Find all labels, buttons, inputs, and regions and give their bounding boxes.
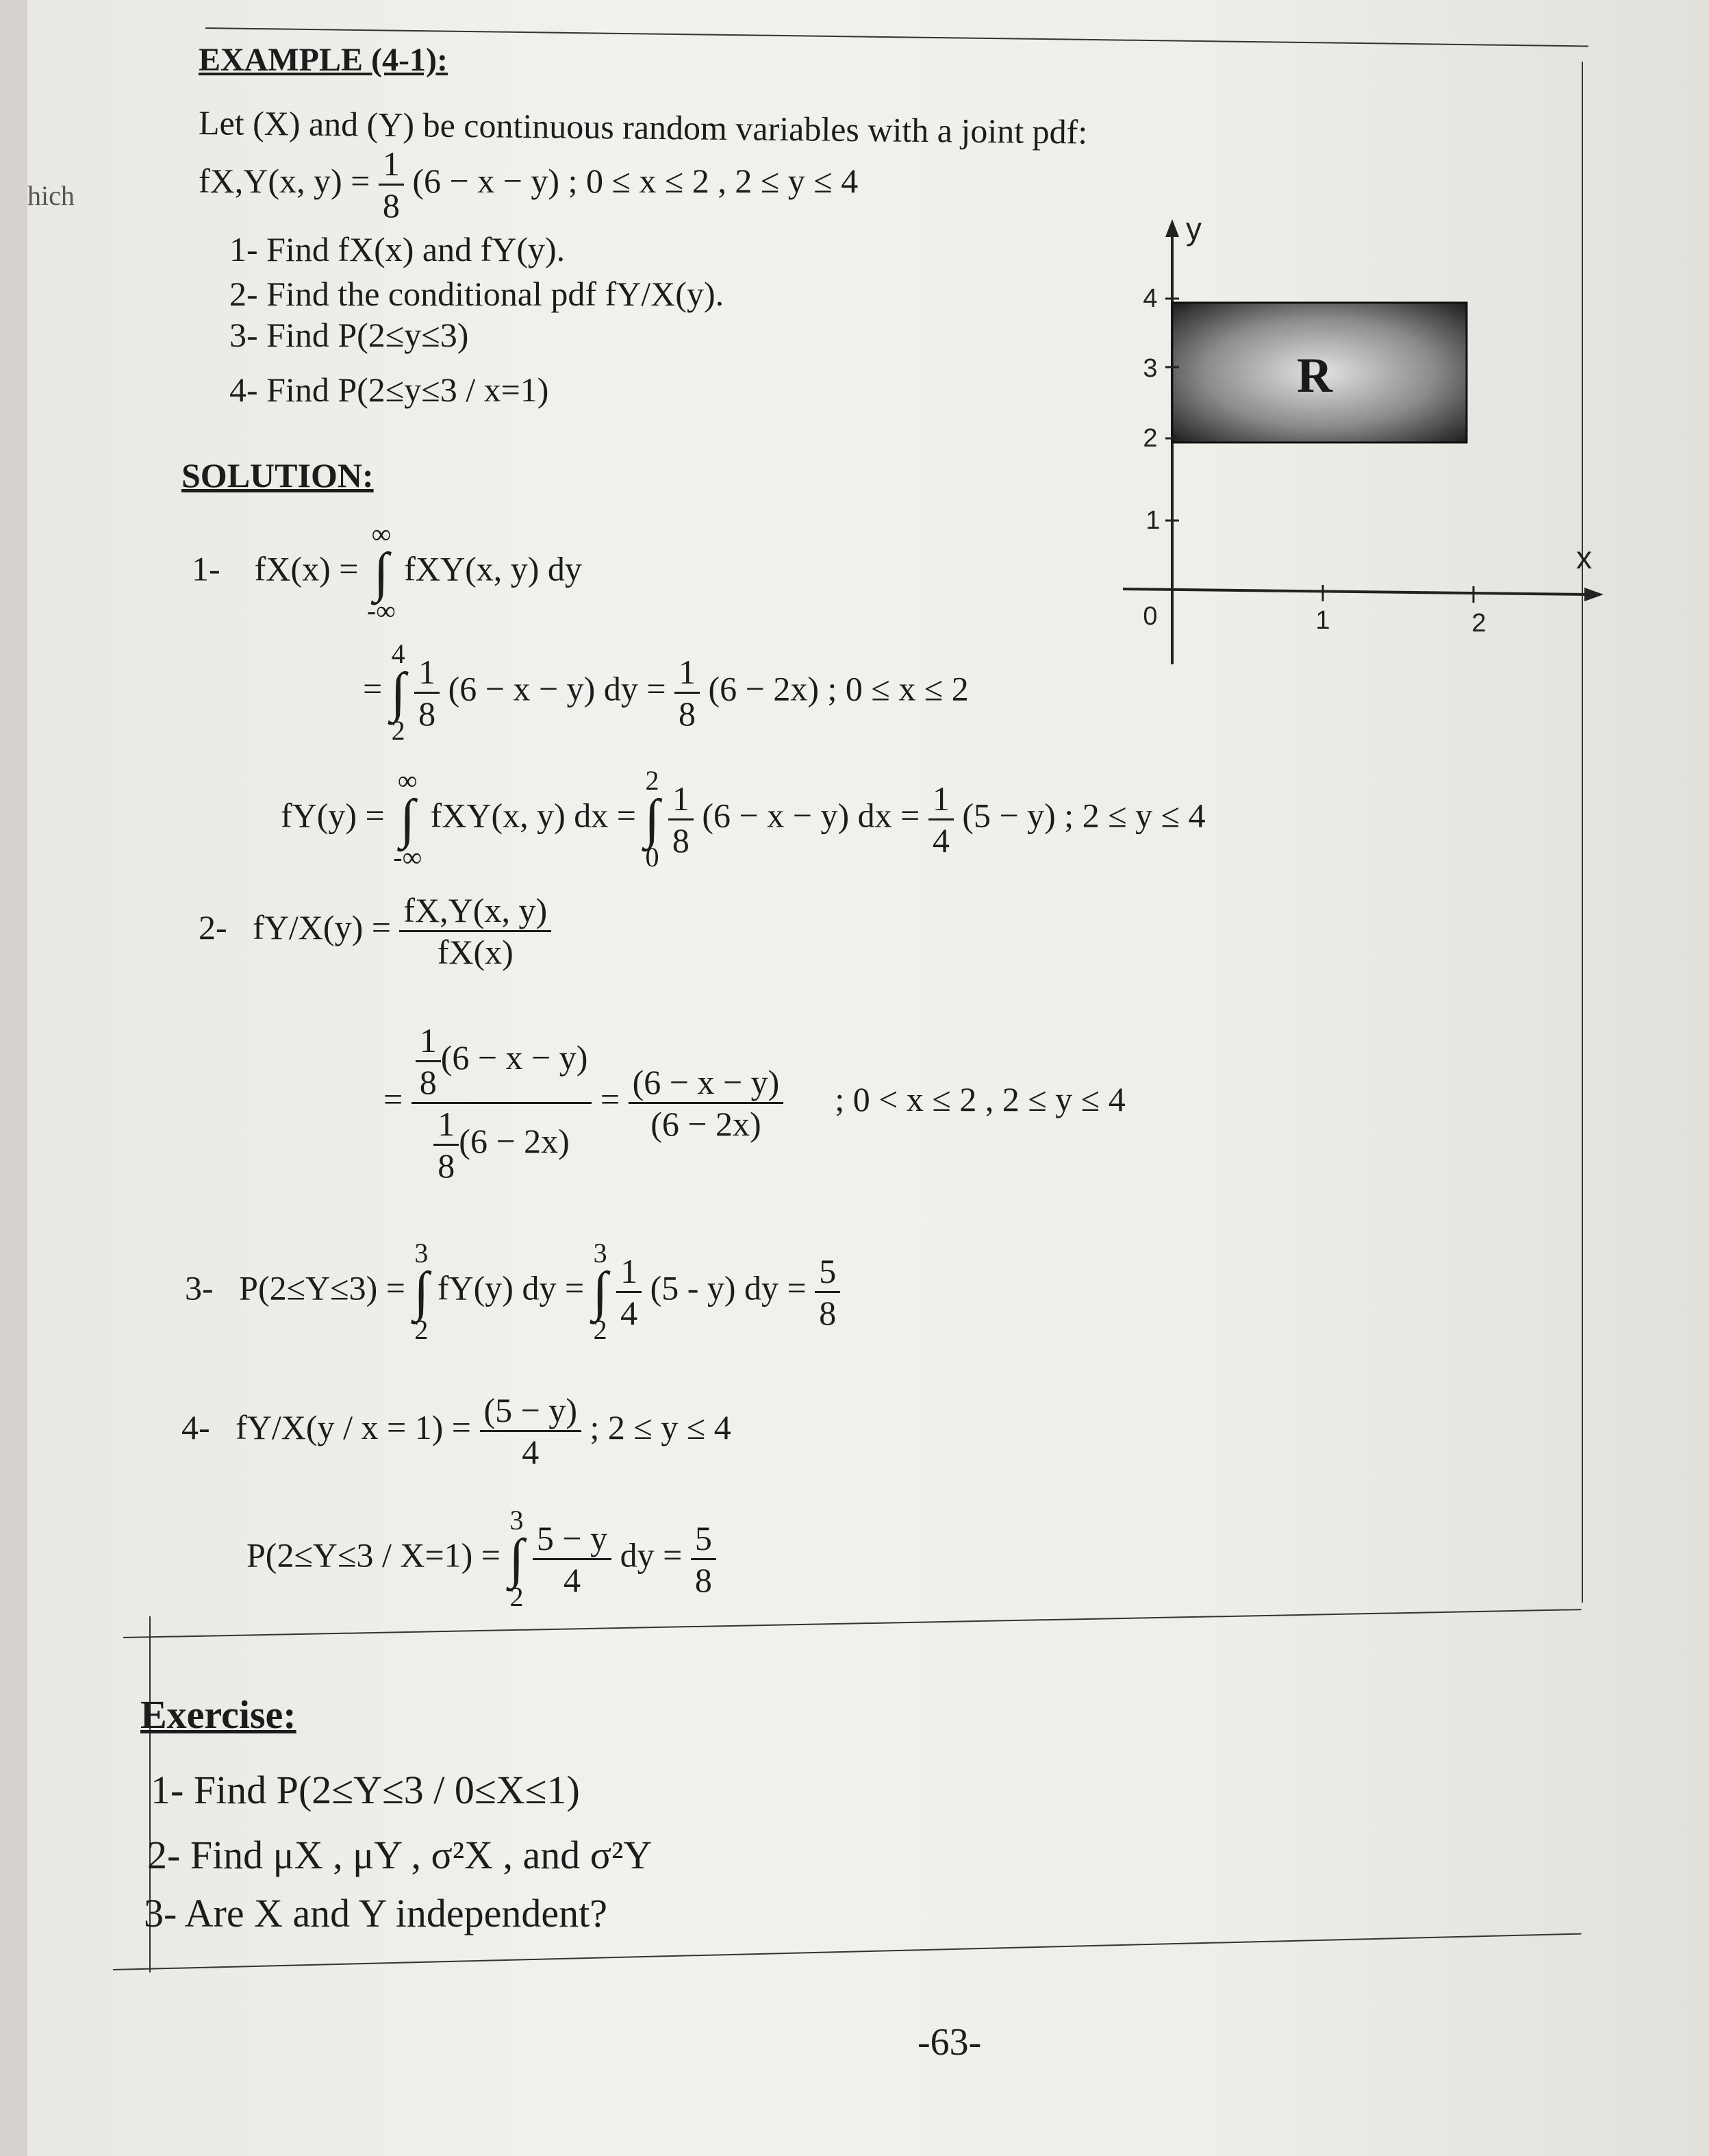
fraction xyxy=(629,1062,784,1144)
integral-upper: 2 xyxy=(645,765,659,796)
fraction-denominator: 8 xyxy=(668,818,694,860)
adjacent-page-text: hich xyxy=(27,180,75,211)
result: (5 − y) ; 2 ≤ y ≤ 4 xyxy=(962,796,1206,835)
differential: dy = xyxy=(620,1535,683,1575)
fraction-numerator: 5 − y xyxy=(536,1518,608,1557)
step-4-conditional xyxy=(181,1390,731,1472)
fraction-denominator: 8 xyxy=(416,1060,441,1102)
fraction-numerator: 5 xyxy=(694,1518,712,1557)
region-diagram xyxy=(1082,205,1616,671)
step-1-fy xyxy=(281,767,1206,871)
fx-lhs: fX(x) = xyxy=(254,549,359,588)
fraction-denominator: 8 xyxy=(691,1558,716,1600)
compound-fraction xyxy=(412,1020,592,1186)
step-4-probability xyxy=(246,1507,716,1611)
bottom-rule xyxy=(113,1933,1581,1970)
fraction-numerator: (6 − x − y) xyxy=(632,1063,780,1101)
exercise-item-1: 1- Find P(2≤Y≤3 / 0≤X≤1) xyxy=(151,1768,580,1812)
integral-sign: 3 ∫ 2 xyxy=(592,1238,608,1345)
equals-sign: = xyxy=(600,1079,620,1118)
x-axis-arrow-icon xyxy=(1584,588,1604,601)
probability-lhs: P(2≤Y≤3 / X=1) = xyxy=(246,1535,501,1575)
integrand: (5 - y) dy = xyxy=(650,1268,807,1307)
integral-upper: 3 xyxy=(509,1505,524,1535)
x-tick-label-2: 2 xyxy=(1471,609,1486,638)
task-2: 2- Find the conditional pdf fY/X(y). xyxy=(229,275,724,313)
task-4: 4- Find P(2≤y≤3 / x=1) xyxy=(229,371,549,409)
fraction-denominator: 4 xyxy=(533,1558,611,1600)
integrand: (6 − x − y) dy = xyxy=(448,669,666,708)
y-tick-label-3: 3 xyxy=(1143,354,1158,383)
conditional-lhs: fY/X(y) = xyxy=(253,907,391,947)
fraction-numerator: fX,Y(x, y) xyxy=(403,891,548,929)
fraction-denominator: 4 xyxy=(928,818,954,860)
step-number: 4- xyxy=(181,1407,210,1446)
conditional-lhs: fY/X(y / x = 1) = xyxy=(236,1407,472,1446)
fraction-numerator: 5 xyxy=(819,1251,837,1290)
step-2-conditional xyxy=(199,890,551,972)
integral-lower: -∞ xyxy=(366,595,396,626)
example-title: EXAMPLE (4-1): xyxy=(199,42,448,78)
integral-lower: 0 xyxy=(645,842,659,873)
fraction-denominator: 8 xyxy=(815,1291,840,1333)
y-axis-arrow-icon xyxy=(1165,219,1179,237)
fraction xyxy=(928,779,954,860)
separator-rule xyxy=(123,1609,1582,1638)
condition: ; 0 < x ≤ 2 , 2 ≤ y ≤ 4 xyxy=(835,1079,1126,1118)
fraction-denominator: fX(x) xyxy=(399,930,551,972)
fraction-numerator: 1 xyxy=(679,652,696,691)
exercise-heading: Exercise: xyxy=(140,1692,296,1737)
task-1: 1- Find fX(x) and fY(y). xyxy=(229,230,566,268)
integral-sign: ∞ ∫ -∞ xyxy=(393,765,422,873)
step-1-fx-evaluation xyxy=(363,640,969,744)
y-tick-label-4: 4 xyxy=(1143,284,1158,313)
result: (6 − 2x) ; 0 ≤ x ≤ 2 xyxy=(708,669,969,708)
example-intro: Let (X) and (Y) be continuous random variables with a joint pdf: xyxy=(198,103,1088,151)
fraction-numerator: 1 xyxy=(438,1105,455,1143)
fraction-denominator: 8 xyxy=(433,1144,459,1186)
integral-sign: 4 ∫ 2 xyxy=(390,638,406,746)
region-label: R xyxy=(1297,348,1332,403)
fraction-numerator xyxy=(412,1020,592,1102)
fraction-denominator: 8 xyxy=(674,692,700,734)
integrand: fXY(x, y) dx = xyxy=(430,796,636,835)
fraction xyxy=(433,1104,459,1186)
integral-lower: 2 xyxy=(509,1581,524,1612)
fraction-denominator: 4 xyxy=(480,1430,582,1472)
y-tick-label-1: 1 xyxy=(1145,506,1161,535)
integrand: fY(y) dy = xyxy=(437,1268,585,1307)
condition: ; 2 ≤ y ≤ 4 xyxy=(590,1407,731,1446)
step-2-simplification xyxy=(383,1020,1126,1186)
integral-sign: 3 ∫ 2 xyxy=(509,1505,524,1612)
step-number: 3- xyxy=(185,1268,214,1307)
x-tick-label-1: 1 xyxy=(1315,606,1330,635)
fraction-denominator: (6 − 2x) xyxy=(629,1102,784,1144)
bottom-expression: (6 − 2x) xyxy=(459,1121,570,1160)
fraction-denominator: 8 xyxy=(379,184,404,225)
fraction xyxy=(533,1518,611,1600)
top-expression: (6 − x − y) xyxy=(440,1038,588,1077)
page-number: -63- xyxy=(917,2021,982,2064)
fraction xyxy=(668,779,694,860)
probability-lhs: P(2≤Y≤3) = xyxy=(239,1268,405,1307)
integral-upper: 4 xyxy=(391,638,405,669)
fy-lhs: fY(y) = xyxy=(281,796,385,835)
fraction xyxy=(399,890,551,972)
exercise-item-2: 2- Find μX , μY , σ²X , and σ²Y xyxy=(147,1833,653,1877)
integrand: (6 − x − y) dx = xyxy=(702,796,920,835)
x-axis-label: x xyxy=(1576,540,1592,575)
fraction-numerator: 1 xyxy=(672,779,689,818)
fraction-numerator: (5 − y) xyxy=(483,1391,578,1429)
integral-sign: ∞ ∫ -∞ xyxy=(366,518,396,626)
step-1-fx xyxy=(192,518,582,626)
integral-lower: 2 xyxy=(593,1314,607,1345)
fraction-denominator xyxy=(412,1102,592,1186)
joint-pdf-definition xyxy=(199,144,858,225)
task-3: 3- Find P(2≤y≤3) xyxy=(229,316,469,354)
fraction xyxy=(414,652,440,734)
fraction xyxy=(674,652,700,734)
step-number: 1- xyxy=(192,549,220,588)
joint-pdf-fraction xyxy=(379,144,404,225)
integral-sign: 3 ∫ 2 xyxy=(414,1238,429,1345)
step-3-probability xyxy=(185,1240,840,1344)
book-page xyxy=(27,0,1709,2156)
x-axis xyxy=(1123,589,1588,594)
integral-lower: -∞ xyxy=(393,842,422,873)
integral-upper: ∞ xyxy=(397,765,418,796)
fraction-numerator: 1 xyxy=(620,1251,638,1290)
integral-sign: 2 ∫ 0 xyxy=(644,765,660,873)
equals-sign: = xyxy=(363,669,383,708)
fraction-numerator: 1 xyxy=(418,652,436,691)
joint-pdf-rhs: (6 − x − y) ; 0 ≤ x ≤ 2 , 2 ≤ y ≤ 4 xyxy=(412,161,859,200)
result-fraction xyxy=(815,1251,840,1333)
integral-upper: 3 xyxy=(414,1238,429,1268)
joint-pdf-lhs: fX,Y(x, y) = xyxy=(199,161,370,200)
integral-lower: 2 xyxy=(414,1314,429,1345)
region-figure xyxy=(1082,205,1616,675)
y-axis-label: y xyxy=(1186,211,1202,247)
equals-sign: = xyxy=(383,1079,403,1118)
fraction-denominator: 4 xyxy=(616,1291,642,1333)
y-tick-label-2: 2 xyxy=(1143,424,1158,453)
integral-lower: 2 xyxy=(391,715,405,746)
fraction-numerator: 1 xyxy=(382,145,400,183)
solution-heading: SOLUTION: xyxy=(181,456,374,494)
fraction-denominator: 8 xyxy=(414,692,440,734)
fraction xyxy=(416,1020,441,1102)
fraction-numerator: 1 xyxy=(419,1021,437,1060)
integrand: fXY(x, y) dy xyxy=(404,549,582,588)
result-fraction xyxy=(691,1518,716,1600)
fraction xyxy=(480,1390,582,1472)
step-number: 2- xyxy=(199,907,227,947)
exercise-item-3: 3- Are X and Y independent? xyxy=(144,1891,607,1935)
fraction-numerator: 1 xyxy=(932,779,950,818)
integral-upper: 3 xyxy=(593,1238,607,1268)
origin-label: 0 xyxy=(1143,602,1158,631)
integral-upper: ∞ xyxy=(371,518,392,549)
fraction xyxy=(616,1251,642,1333)
